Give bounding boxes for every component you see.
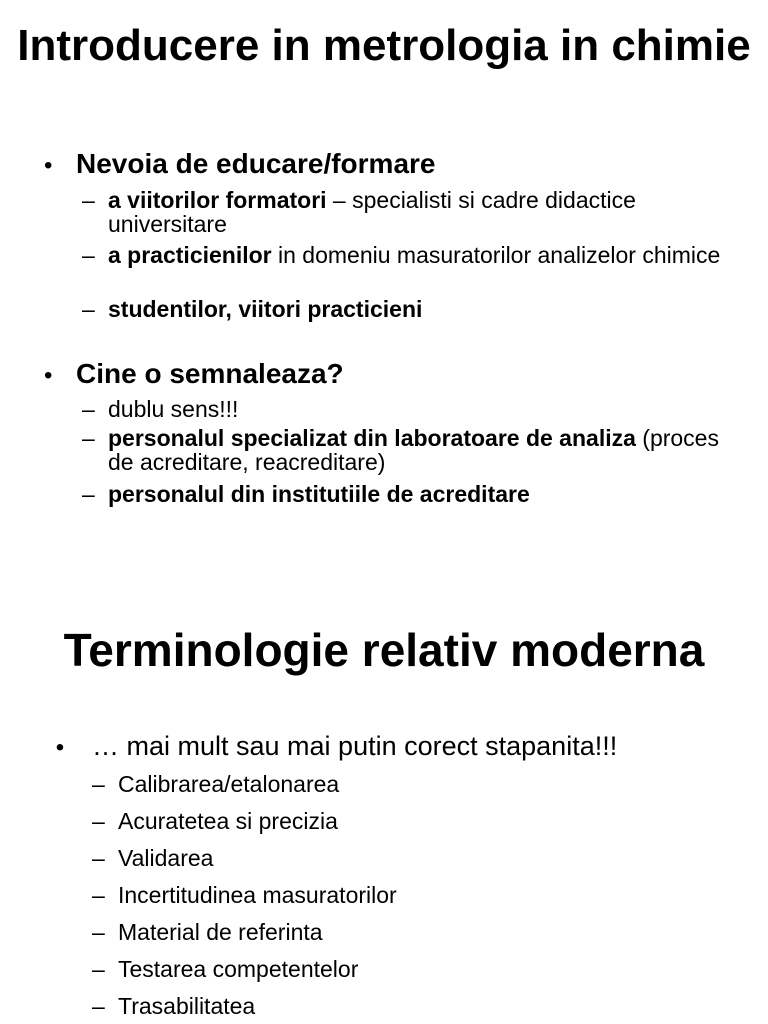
sub-item-text: (proces de acreditare, reacreditare) [108,425,719,475]
term-label: Testarea competentelor [118,956,359,982]
sub-item-text: dublu sens!!! [108,396,239,422]
dash-icon: – [82,481,95,507]
term-item [92,844,692,872]
bullet-label: Cine o semnaleaza? [76,358,344,389]
term-item [92,881,692,909]
term-label: Incertitudinea masuratorilor [118,882,397,908]
term-item [92,918,692,946]
term-label: Acuratetea si precizia [118,808,338,834]
sub-item-formatori [82,188,722,236]
slide-1-title: Introducere in metrologia in chimie [17,21,751,70]
sub-item-bold: a practicienilor [108,242,272,268]
term-label: Trasabilitatea [118,993,256,1019]
sub-item-bold: studentilor, viitori practicieni [108,296,423,322]
dash-icon: – [82,187,95,213]
dash-icon: – [82,425,95,451]
term-label: Calibrarea/etalonarea [118,771,340,797]
term-item [92,770,692,798]
sub-item-dublu-sens [82,397,722,421]
slide-2 [0,600,768,1024]
sub-item-practicieni [82,243,722,267]
sub-item-personal-acreditare [82,482,722,506]
term-label: Validarea [118,845,214,871]
dash-icon: – [82,242,95,268]
bullet-cine [44,358,344,392]
sub-item-bold: personalul specializat din laboratoare de analiza [108,425,636,451]
bullet-nevoia [44,148,436,182]
dash-icon: – [92,845,105,871]
dash-icon: – [92,771,105,797]
bullet-label: … mai mult sau mai putin corect stapanita!!! [92,731,618,761]
dash-icon: – [92,993,105,1019]
sub-item-text: – specialisti si cadre didactice universitare [108,187,636,237]
slide-2-title: Terminologie relativ moderna [63,624,705,676]
bullet-dot-icon: • [44,152,53,179]
sub-item-personal-laborator [82,426,722,474]
bullet-dot-icon: • [44,362,53,389]
sub-item-bold: a viitorilor formatori [108,187,327,213]
dash-icon: – [82,296,95,322]
dash-icon: – [92,808,105,834]
dash-icon: – [92,919,105,945]
term-label: Material de referinta [118,919,323,945]
dash-icon: – [92,956,105,982]
bullet-stapanita [28,730,617,764]
bullet-label: Nevoia de educare/formare [76,148,436,179]
sub-item-text: in domeniu masuratorilor analizelor chimice [271,242,721,268]
term-item [92,955,692,983]
term-item [92,807,692,835]
bullet-dot-icon: • [55,734,65,761]
term-item [92,992,692,1020]
sub-item-bold: personalul din institutiile de acreditare [108,481,530,507]
dash-icon: – [92,882,105,908]
dash-icon: – [82,396,95,422]
sub-item-studenti [82,297,722,321]
